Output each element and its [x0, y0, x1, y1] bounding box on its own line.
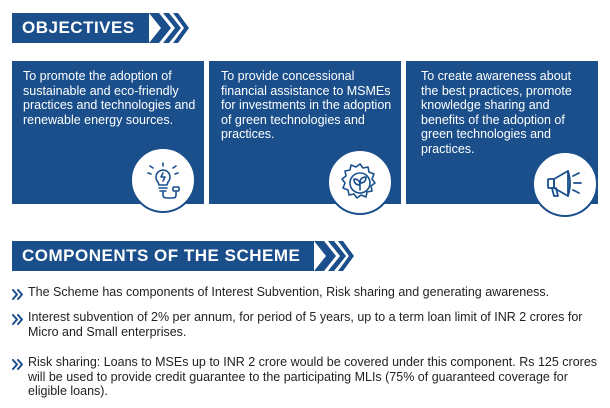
objectives-title: OBJECTIVES — [12, 13, 149, 43]
lightbulb-plug-icon — [132, 149, 194, 211]
objective-card-text: To create awareness about the best practices, promote knowledge sharing and benefits of the adoption of green technologies and practices. — [421, 69, 572, 156]
banner-stripes-icon — [149, 13, 189, 43]
bullet-text: Interest subvention of 2% per annum, for period of 5 years, up to a term loan limit of INR 2 crores for Micro and Small enterprises. — [28, 310, 583, 339]
objective-card-text: To promote the adoption of sustainable and eco-friendly practices and technologies and renewable energy sources. — [23, 69, 196, 127]
double-chevron-icon — [12, 310, 28, 339]
components-title: COMPONENTS OF THE SCHEME — [12, 241, 314, 271]
list-item — [12, 310, 604, 339]
list-item — [12, 355, 604, 399]
bullet-text: The Scheme has components of Interest Subvention, Risk sharing and generating awareness. — [28, 285, 550, 299]
banner-stripes-icon — [314, 241, 354, 271]
objectives-banner — [12, 13, 189, 43]
megaphone-icon — [534, 153, 596, 215]
objective-card-text: To provide concessional financial assistance to MSMEs for investments in the adoption of green technologies and practices. — [221, 69, 392, 142]
bullet-text: Risk sharing: Loans to MSEs up to INR 2 crore would be covered under this component. Rs 125 crores will be used to provide credit guarantee to the participating MLIs (75% of guaranteed coverage for eligible loans). — [28, 355, 598, 399]
double-chevron-icon — [12, 355, 28, 399]
components-banner — [12, 241, 354, 271]
double-chevron-icon — [12, 285, 28, 305]
gear-leaf-icon — [329, 151, 391, 213]
list-item — [12, 285, 604, 305]
